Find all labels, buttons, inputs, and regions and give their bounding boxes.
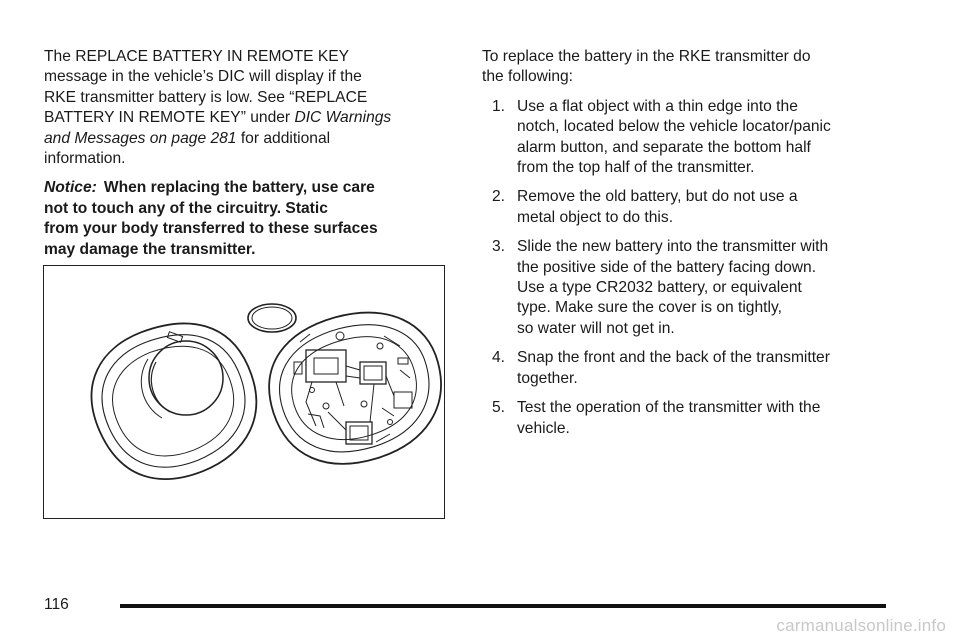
procedure-steps [482,97,902,439]
text-segment: Test the operation of the transmitter with the [517,399,821,417]
text-line: not to touch any of the circuitry. Static [44,199,328,217]
transmitter-illustration [43,265,445,519]
text-segment: Remove the old battery, but do not use a [517,188,798,206]
text-line: vehicle. [517,419,570,437]
procedure-step [482,97,902,179]
procedure-step [482,348,902,389]
rke-transmitter-icon [44,266,444,518]
text-line: RKE transmitter battery is low. See “REPLACE [44,88,368,106]
procedure-step [482,398,902,439]
text-segment: Use a flat object with a thin edge into the [517,97,798,115]
step-number: 2. [492,188,506,206]
cross-reference-link[interactable]: and Messages on page 281 [44,129,237,147]
step-number: 1. [492,97,506,115]
text-line [482,97,902,117]
text-line: The REPLACE BATTERY IN REMOTE KEY [44,48,350,65]
text-line: information. [44,150,126,168]
transmitter-top-half [251,291,444,484]
step-number: 3. [492,238,506,256]
left-column [44,47,464,269]
text-line: so water will not get in. [517,319,675,337]
transmitter-bottom-half [70,298,280,503]
step-number: 4. [492,349,506,367]
text-segment: Snap the front and the back of the transmitter [517,349,830,367]
text-line: from your body transferred to these surfaces [44,220,378,238]
text-line: To replace the battery in the RKE transmitter do [482,48,811,65]
text-line [44,108,464,128]
step-number: 5. [492,399,506,417]
cross-reference-link[interactable]: DIC Warnings [294,109,392,127]
text-line: message in the vehicle’s DIC will display if the [44,68,362,86]
text-line: notch, located below the vehicle locator/panic [517,118,831,136]
right-column [482,47,902,448]
notice-paragraph [44,178,464,260]
text-line: type. Make sure the cover is on tightly, [517,299,782,317]
text-line: together. [517,369,578,387]
text-segment: BATTERY IN REMOTE KEY” under [44,109,295,127]
text-line: Use a type CR2032 battery, or equivalent [517,279,802,297]
text-line: from the top half of the transmitter. [517,159,755,177]
text-segment: for additional [236,129,331,147]
procedure-intro [482,47,902,88]
text-line: alarm button, and separate the bottom half [517,138,811,156]
text-line [482,237,902,257]
page-number: 116 [44,596,69,613]
procedure-step [482,237,902,339]
footer-rule [120,604,886,608]
text-line: the following: [482,68,574,86]
text-segment: Slide the new battery into the transmitter with [517,238,829,256]
battery-message-paragraph [44,47,464,169]
key-ring-inner-shape [252,307,292,329]
circuit-board-shape [294,332,412,444]
key-ring-shape [248,304,296,332]
procedure-step [482,187,902,228]
text-line [482,398,902,418]
text-segment: When replacing the battery, use care [103,179,375,197]
watermark: carmanualsonline.info [776,616,946,635]
text-line: the positive side of the battery facing down. [517,258,817,276]
text-line: metal object to do this. [517,208,674,226]
text-line [482,187,902,207]
text-line [44,178,464,198]
text-line: may damage the transmitter. [44,240,256,258]
notice-label: Notice: [44,179,97,197]
text-line [482,348,902,368]
text-line [44,129,464,149]
